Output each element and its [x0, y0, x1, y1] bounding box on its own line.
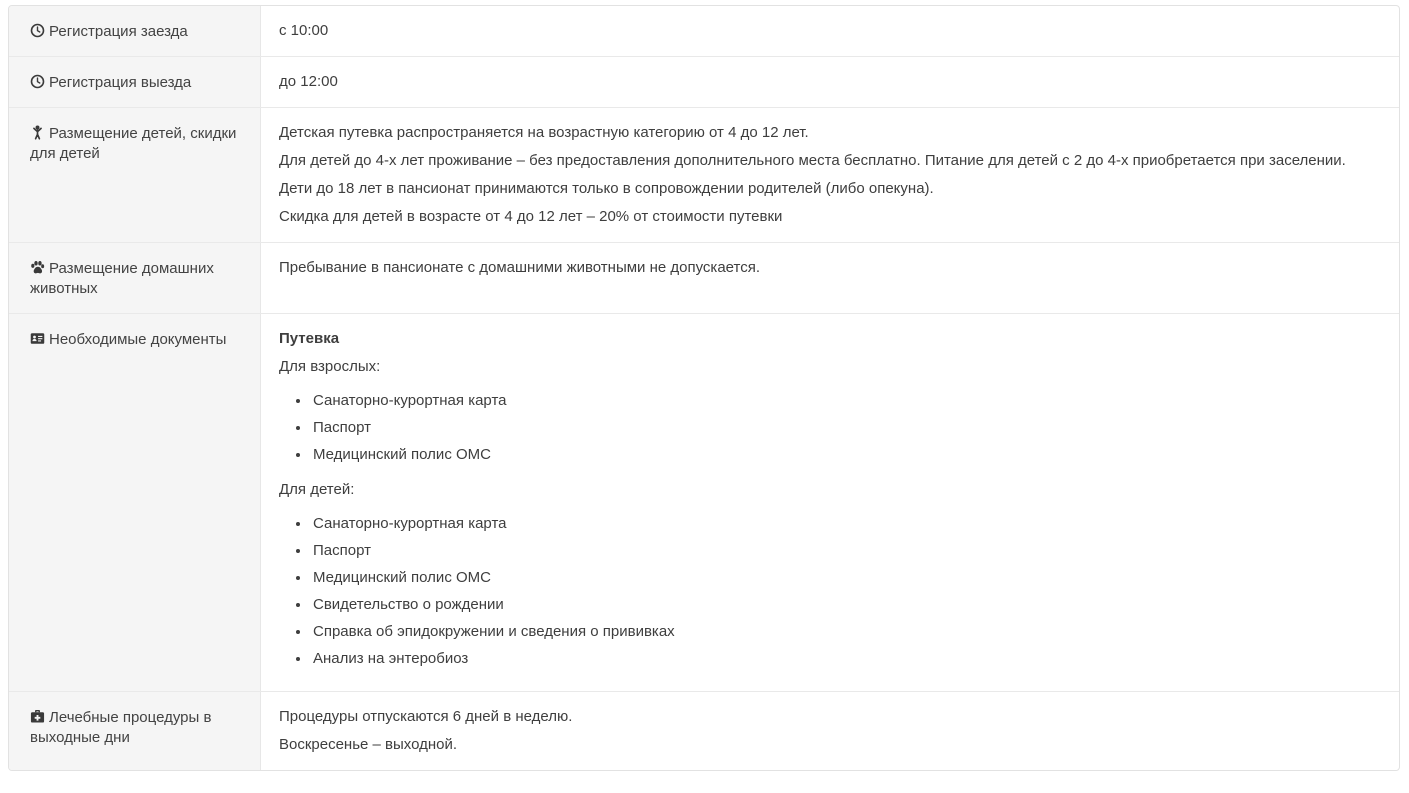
row-label: Необходимые документы: [49, 331, 227, 348]
list-item: • Паспорт: [311, 540, 1377, 562]
content-paragraph: Для взрослых:: [279, 358, 381, 375]
id-card-icon: [30, 331, 45, 346]
list-item: • Санаторно-курортная карта: [311, 390, 1377, 412]
list-item: • Медицинский полис ОМС: [311, 567, 1377, 589]
document-list: [279, 513, 1377, 670]
row-label-cell: [9, 692, 261, 770]
row-label-cell: [9, 57, 261, 107]
row-label: Регистрация заезда: [49, 23, 188, 40]
row-content-cell: [261, 692, 1399, 770]
content-paragraph: Для детей:: [279, 481, 355, 498]
row-label: Лечебные процедуры в выходные дни: [30, 709, 212, 746]
child-icon: [30, 125, 45, 140]
list-item: • Санаторно-курортная карта: [311, 513, 1377, 535]
medkit-icon: [30, 709, 45, 724]
row-label-cell: [9, 243, 261, 313]
row-label-cell: [9, 314, 261, 691]
content-paragraph: Скидка для детей в возрасте от 4 до 12 лет – 20% от стоимости путевки: [279, 208, 783, 225]
content-heading: Путевка: [279, 330, 340, 347]
row-label-cell: [9, 108, 261, 242]
row-content-cell: [261, 57, 1399, 107]
table-row: [9, 691, 1399, 770]
clock-icon: [30, 74, 45, 89]
document-list: [279, 390, 1377, 466]
list-item: • Медицинский полис ОМС: [311, 444, 1377, 466]
content-paragraph: Детская путевка распространяется на возрастную категорию от 4 до 12 лет.: [279, 124, 809, 141]
content-paragraph: Процедуры отпускаются 6 дней в неделю.: [279, 708, 573, 725]
row-content-cell: [261, 314, 1399, 691]
table-row: [9, 56, 1399, 107]
row-label: Регистрация выезда: [49, 74, 192, 91]
content-paragraph: Пребывание в пансионате с домашними животными не допускается.: [279, 259, 761, 276]
row-content-cell: [261, 6, 1399, 56]
row-label: Размещение детей, скидки для детей: [30, 125, 237, 162]
info-table: [8, 5, 1400, 771]
content-paragraph: Воскресенье – выходной.: [279, 736, 458, 753]
list-item: • Паспорт: [311, 417, 1377, 439]
row-content-cell: [261, 108, 1399, 242]
paw-icon: [30, 260, 45, 275]
content-paragraph: с 10:00: [279, 22, 329, 39]
row-label-cell: [9, 6, 261, 56]
table-row: [9, 6, 1399, 56]
row-label: Размещение домашних животных: [30, 260, 214, 297]
table-row: [9, 242, 1399, 313]
table-row: [9, 313, 1399, 691]
content-paragraph: до 12:00: [279, 73, 338, 90]
content-paragraph: Для детей до 4-х лет проживание – без предоставления дополнительного места бесплатно. Питание для детей с 2 до 4-х приобретается при заселении.: [279, 152, 1346, 169]
list-item: • Свидетельство о рождении: [311, 594, 1377, 616]
content-paragraph: Дети до 18 лет в пансионат принимаются только в сопровождении родителей (либо опекуна).: [279, 180, 934, 197]
list-item: • Анализ на энтеробиоз: [311, 648, 1377, 670]
list-item: • Справка об эпидокружении и сведения о прививках: [311, 621, 1377, 643]
table-row: [9, 107, 1399, 242]
clock-icon: [30, 23, 45, 38]
row-content-cell: [261, 243, 1399, 313]
